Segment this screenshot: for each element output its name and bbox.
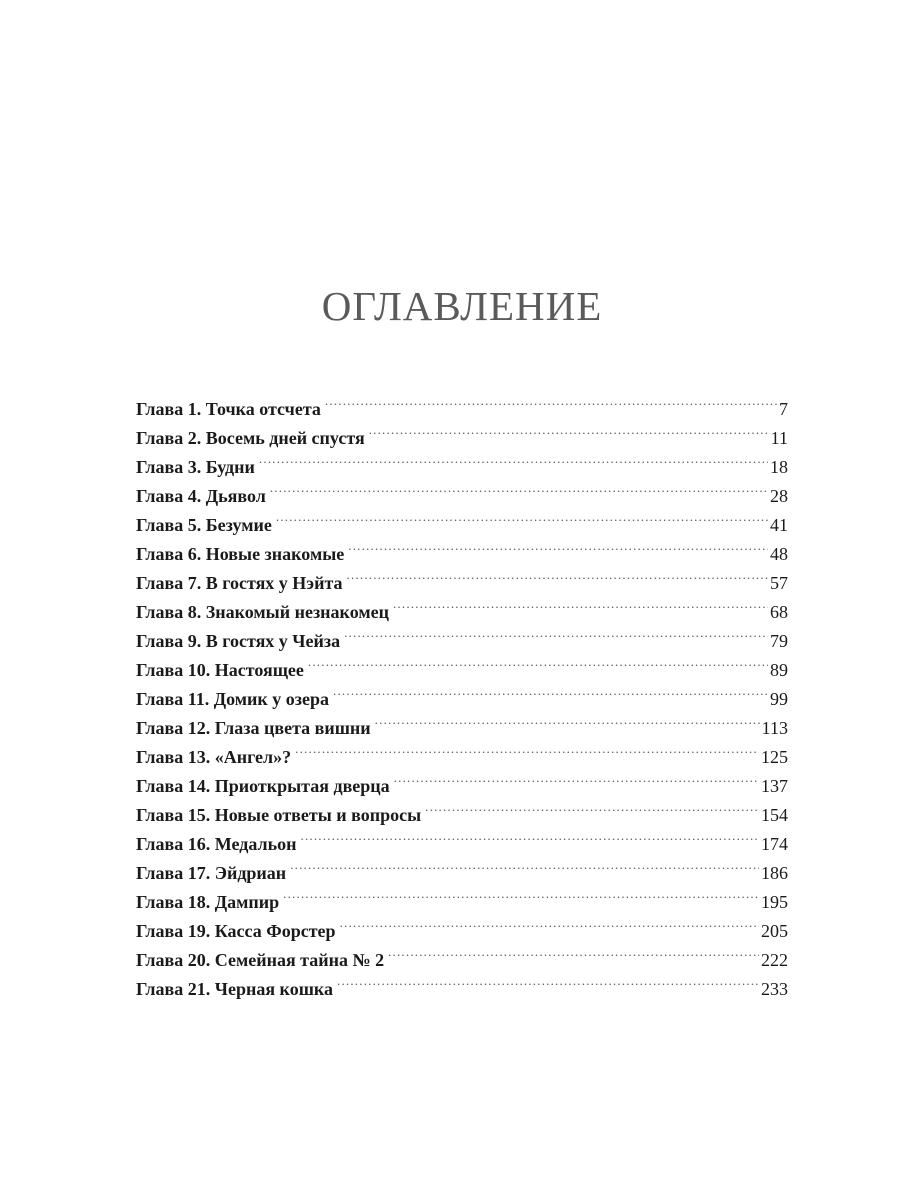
page-number: 18 [770, 457, 788, 477]
dot-leader [295, 734, 759, 763]
chapter-title: Глава 21. Черная кошка [136, 979, 333, 999]
dot-leader [283, 879, 759, 908]
chapter-title: Глава 12. Глаза цвета вишни [136, 718, 371, 738]
chapter-title: Глава 8. Знакомый незнакомец [136, 602, 389, 622]
dot-leader [301, 821, 760, 850]
page-number: 28 [770, 486, 788, 506]
page-number: 68 [770, 602, 788, 622]
chapter-title: Глава 11. Домик у озера [136, 689, 330, 709]
dot-leader [348, 531, 768, 560]
chapter-title: Глава 20. Семейная тайна № 2 [136, 950, 385, 970]
page-number: 99 [770, 689, 788, 709]
chapter-title: Глава 2. Восемь дней спустя [136, 428, 365, 448]
dot-leader [340, 908, 759, 937]
dot-leader [325, 386, 777, 415]
chapter-title: Глава 18. Дампир [136, 892, 280, 912]
dot-leader [259, 444, 768, 473]
dot-leader [337, 966, 759, 995]
toc-entry [136, 386, 788, 419]
page-number: 154 [761, 805, 788, 825]
chapter-title: Глава 13. «Ангел»? [136, 747, 292, 767]
chapter-title: Глава 6. Новые знакомые [136, 544, 345, 564]
page-number: 89 [770, 660, 788, 680]
table-of-contents [136, 386, 788, 999]
page-number: 41 [770, 515, 788, 535]
dot-leader [388, 937, 759, 966]
chapter-title: Глава 14. Приоткрытая дверца [136, 776, 390, 796]
page-number: 48 [770, 544, 788, 564]
chapter-title: Глава 1. Точка отсчета [136, 399, 321, 419]
page-number: 113 [761, 718, 788, 738]
dot-leader [344, 618, 768, 647]
page-number: 57 [770, 573, 788, 593]
chapter-title: Глава 5. Безумие [136, 515, 272, 535]
chapter-title: Глава 16. Медальон [136, 834, 297, 854]
dot-leader [347, 560, 768, 589]
page-number: 79 [770, 631, 788, 651]
page-number: 7 [779, 399, 788, 419]
dot-leader [394, 763, 759, 792]
chapter-title: Глава 15. Новые ответы и вопросы [136, 805, 422, 825]
page-number: 137 [761, 776, 788, 796]
dot-leader [369, 415, 769, 444]
page-number: 222 [761, 950, 788, 970]
page-number: 186 [761, 863, 788, 883]
dot-leader [270, 473, 768, 502]
chapter-title: Глава 9. В гостях у Чейза [136, 631, 341, 651]
chapter-title: Глава 17. Эйдриан [136, 863, 287, 883]
chapter-title: Глава 19. Касса Форстер [136, 921, 336, 941]
page-number: 125 [761, 747, 788, 767]
dot-leader [308, 647, 768, 676]
dot-leader [393, 589, 768, 618]
page-title: ОГЛАВЛЕНИЕ [321, 283, 603, 329]
dot-leader [375, 705, 760, 734]
chapter-title: Глава 7. В гостях у Нэйта [136, 573, 343, 593]
page-number: 205 [761, 921, 788, 941]
page-number: 195 [761, 892, 788, 912]
chapter-title: Глава 10. Настоящее [136, 660, 304, 680]
dot-leader [276, 502, 768, 531]
page-number: 174 [761, 834, 788, 854]
dot-leader [425, 792, 759, 821]
page-number: 233 [761, 979, 788, 999]
chapter-title: Глава 3. Будни [136, 457, 255, 477]
chapter-title: Глава 4. Дьявол [136, 486, 266, 506]
page-number: 11 [770, 428, 788, 448]
dot-leader [290, 850, 759, 879]
dot-leader [333, 676, 768, 705]
